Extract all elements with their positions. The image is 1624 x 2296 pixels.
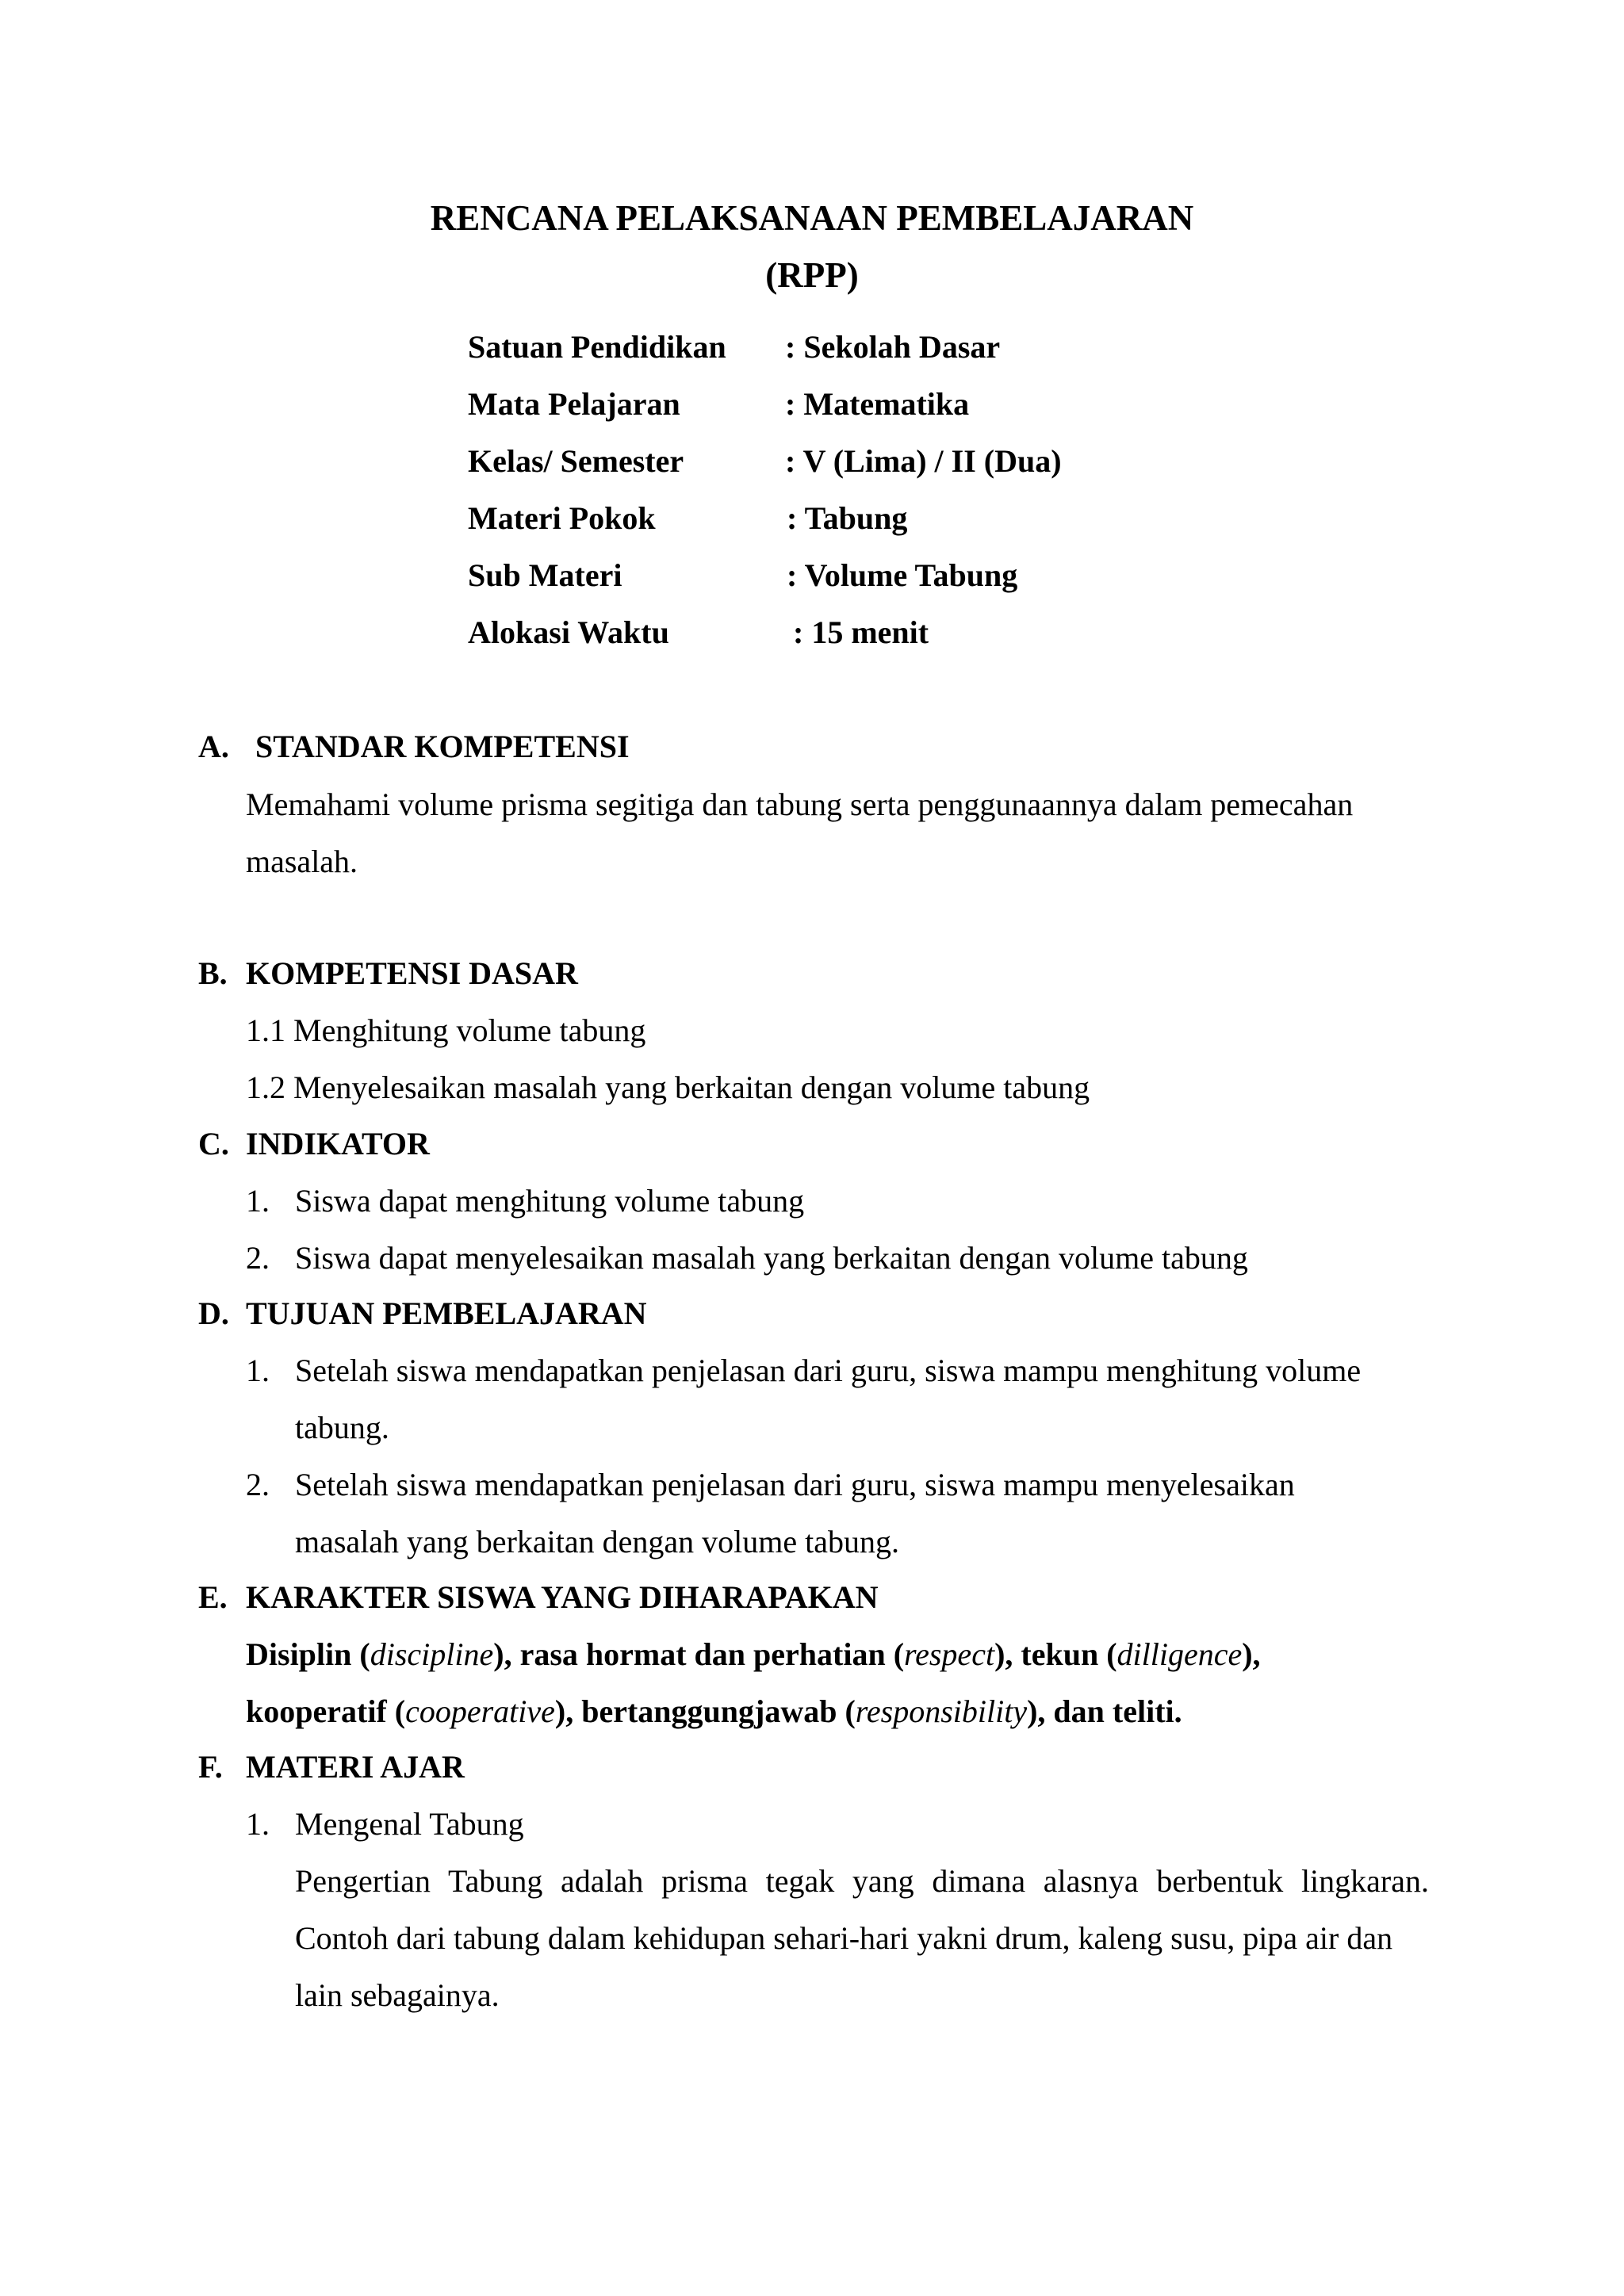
- paragraph-line: Pengertian Tabung adalah prisma tegak yang dimana alasnya berbentuk lingkaran.: [295, 1863, 1429, 1899]
- identity-label: Satuan Pendidikan: [468, 329, 726, 365]
- identity-label: Kelas/ Semester: [468, 443, 684, 479]
- identity-label: Materi Pokok: [468, 500, 656, 536]
- section-heading: MATERI AJAR: [246, 1749, 465, 1785]
- identity-label: Sub Materi: [468, 557, 622, 593]
- identity-value: : Sekolah Dasar: [785, 329, 1001, 365]
- section-heading: STANDAR KOMPETENSI: [255, 729, 630, 764]
- list-item: Setelah siswa mendapatkan penjelasan dari guru, siswa mampu menyelesaikan: [295, 1467, 1295, 1502]
- paragraph-line: lain sebagainya.: [295, 1977, 500, 2013]
- list-item: 1.2 Menyelesaikan masalah yang berkaitan dengan volume tabung: [246, 1070, 1090, 1105]
- document-subtitle: (RPP): [765, 255, 859, 295]
- section-heading: TUJUAN PEMBELAJARAN: [246, 1295, 647, 1331]
- identity-label: Alokasi Waktu: [468, 614, 669, 650]
- identity-value: : Tabung: [787, 500, 908, 536]
- list-item-number: 1.: [246, 1806, 270, 1842]
- list-item-continuation: tabung.: [295, 1410, 389, 1445]
- identity-value: : 15 menit: [793, 614, 929, 650]
- list-item: Siswa dapat menyelesaikan masalah yang berkaitan dengan volume tabung: [295, 1240, 1248, 1276]
- section-text-line: masalah.: [246, 844, 358, 879]
- section-heading: INDIKATOR: [246, 1126, 430, 1161]
- identity-label: Mata Pelajaran: [468, 386, 680, 422]
- list-item-number: 2.: [246, 1240, 270, 1276]
- list-item: Mengenal Tabung: [295, 1806, 524, 1842]
- list-item: 1.1 Menghitung volume tabung: [246, 1012, 646, 1048]
- section-heading: KOMPETENSI DASAR: [246, 955, 578, 991]
- list-item-number: 1.: [246, 1183, 270, 1219]
- identity-value: : Matematika: [785, 386, 970, 422]
- section-letter: D.: [198, 1295, 229, 1331]
- section-letter: E.: [198, 1579, 228, 1615]
- document-title: RENCANA PELAKSANAAN PEMBELAJARAN: [430, 198, 1194, 238]
- section-letter: C.: [198, 1126, 229, 1161]
- list-item-number: 1.: [246, 1353, 270, 1388]
- identity-value: : V (Lima) / II (Dua): [785, 443, 1062, 479]
- list-item-continuation: masalah yang berkaitan dengan volume tabung.: [295, 1524, 899, 1559]
- character-line: Disiplin (discipline), rasa hormat dan perhatian (respect), tekun (dilligence),: [246, 1636, 1261, 1672]
- section-letter: A.: [198, 729, 229, 764]
- list-item-number: 2.: [246, 1467, 270, 1502]
- paragraph-line: Contoh dari tabung dalam kehidupan sehari-hari yakni drum, kaleng susu, pipa air dan: [295, 1920, 1393, 1956]
- section-text-line: Memahami volume prisma segitiga dan tabung serta penggunaannya dalam pemecahan: [246, 786, 1354, 822]
- section-heading: KARAKTER SISWA YANG DIHARAPAKAN: [246, 1579, 879, 1615]
- identity-value: : Volume Tabung: [787, 557, 1018, 593]
- section-letter: B.: [198, 955, 228, 991]
- list-item: Siswa dapat menghitung volume tabung: [295, 1183, 805, 1219]
- section-letter: F.: [198, 1749, 223, 1785]
- list-item: Setelah siswa mendapatkan penjelasan dari guru, siswa mampu menghitung volume: [295, 1353, 1362, 1388]
- character-line: kooperatif (cooperative), bertanggungjawab (responsibility), dan teliti.: [246, 1693, 1182, 1729]
